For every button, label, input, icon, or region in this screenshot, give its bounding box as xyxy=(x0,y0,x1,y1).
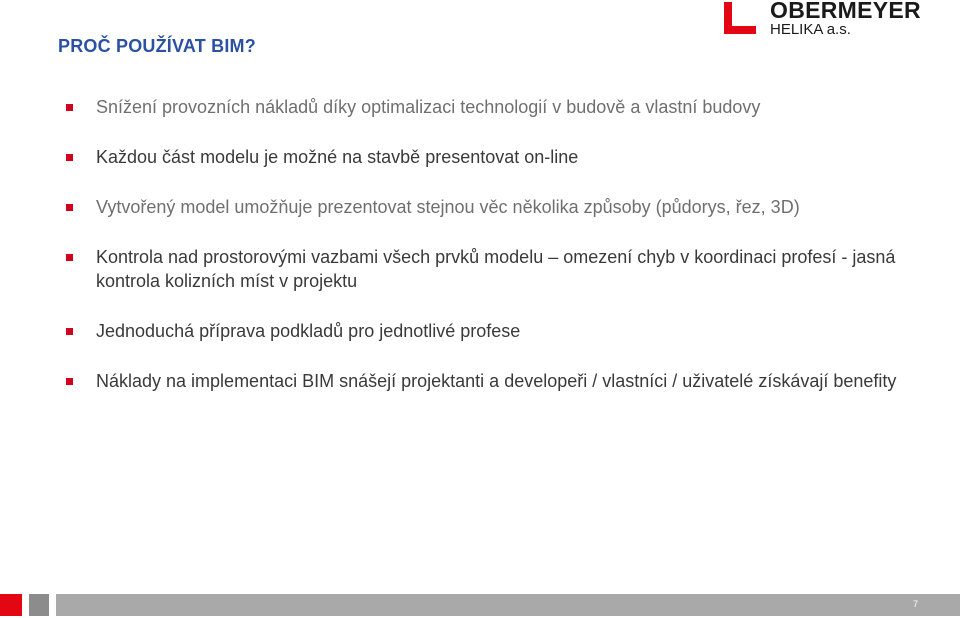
bullet-item xyxy=(62,145,922,169)
bullet-square-icon xyxy=(66,204,73,211)
bullet-text: Náklady na implementaci BIM snášejí projektanti a developeři / vlastníci / uživatelé získávají benefity xyxy=(96,371,897,391)
bullet-text: Jednoduchá příprava podkladů pro jednotlivé profese xyxy=(96,321,521,341)
footer-bar xyxy=(56,594,960,616)
bullet-item xyxy=(62,369,922,393)
bullet-text: Vytvořený model umožňuje prezentovat stejnou věc několika způsoby (půdorys, řez, 3D) xyxy=(96,197,800,217)
bullet-square-icon xyxy=(66,378,73,385)
bullet-item xyxy=(62,319,922,343)
bullet-list xyxy=(62,95,922,393)
logo-subtitle: HELIKA a.s. xyxy=(770,21,851,38)
bullet-square-icon xyxy=(66,154,73,161)
bullet-text: Každou část modelu je možné na stavbě presentovat on-line xyxy=(96,147,579,167)
bullet-square-icon xyxy=(66,254,73,261)
logo-name: OBERMEYER xyxy=(770,0,921,23)
bullet-item xyxy=(62,195,922,219)
bullet-text: Snížení provozních nákladů díky optimalizaci technologií v budově a vlastní budovy xyxy=(96,97,761,117)
footer-red-square xyxy=(0,594,22,616)
bullet-text: Kontrola nad prostorovými vazbami všech prvků modelu – omezení chyb v koordinaci profesí - jasná kontrola kolizních míst v projektu xyxy=(96,247,896,291)
bullet-square-icon xyxy=(66,328,73,335)
obermeyer-logo-icon xyxy=(724,2,756,34)
bullet-item xyxy=(62,95,922,119)
bullet-item xyxy=(62,245,922,293)
page-number: 7 xyxy=(912,599,918,609)
company-logo xyxy=(724,0,924,40)
footer-gray-square xyxy=(29,594,49,616)
slide-footer xyxy=(0,594,960,616)
bullet-square-icon xyxy=(66,104,73,111)
slide-title: PROČ POUŽÍVAT BIM? xyxy=(58,36,256,56)
